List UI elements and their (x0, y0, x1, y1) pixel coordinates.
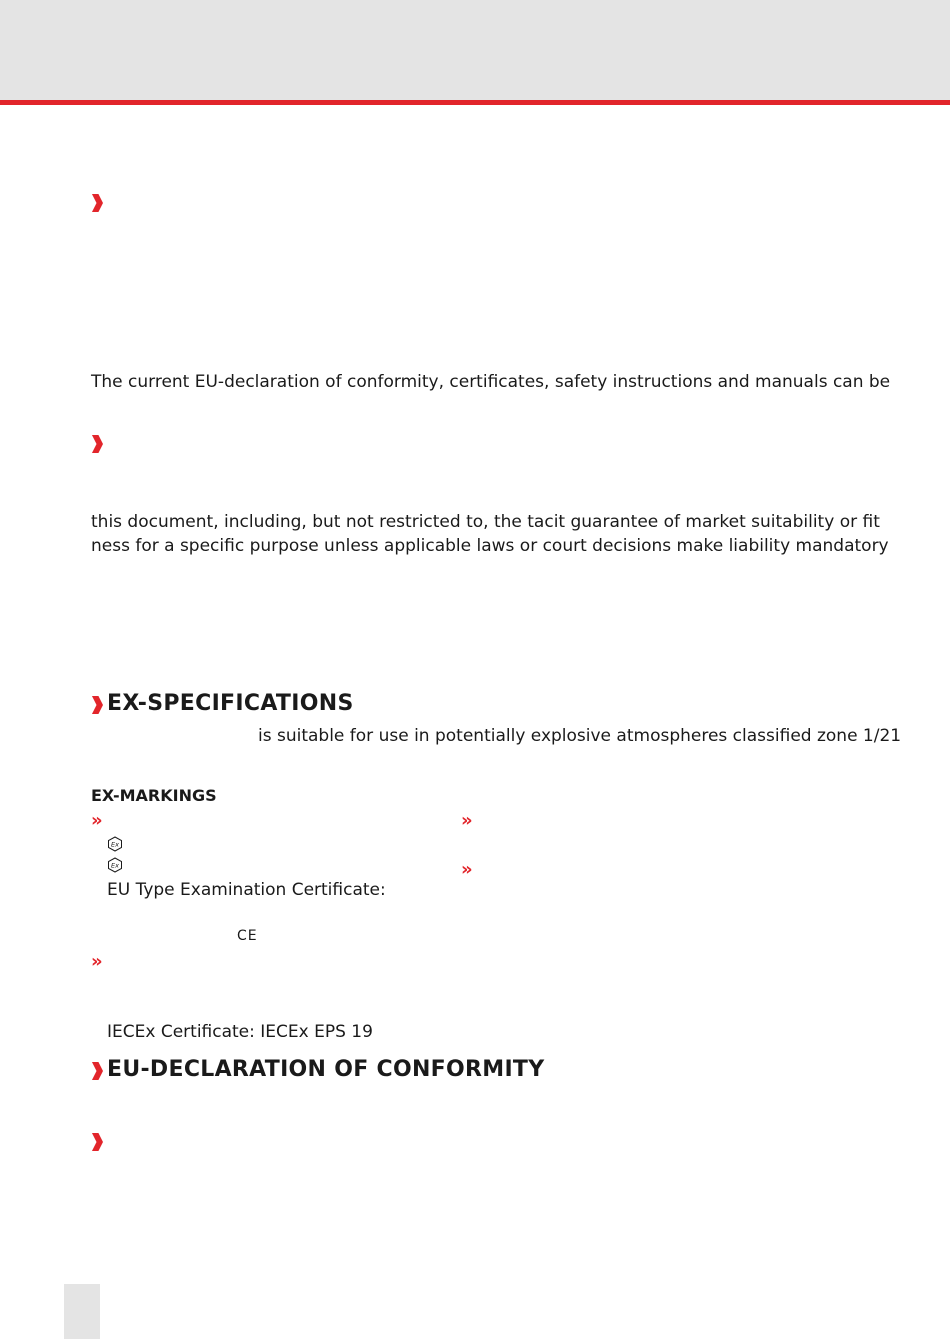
section-chevron-icon (91, 194, 103, 212)
header-accent-line (0, 100, 950, 105)
ex-hexagon-icon (107, 857, 123, 873)
section-chevron-icon (91, 435, 103, 453)
iecex-certificate-text: IECEx Certificate: IECEx EPS 19 (107, 1022, 373, 1042)
ex-markings-heading: EX-MARKINGS (91, 786, 217, 805)
liability-text-line-1: this document, including, but not restricted to, the tacit guarantee of market suitability or fit (91, 512, 880, 532)
list-bullet-icon: » (461, 810, 473, 831)
ex-specifications-heading: EX-SPECIFICATIONS (107, 691, 354, 716)
page-number-tab (64, 1284, 100, 1339)
liability-text-line-2: ness for a specific purpose unless applicable laws or court decisions make liability mandatory (91, 536, 889, 556)
svg-text:Ex: Ex (111, 840, 119, 849)
page-header-band (0, 0, 950, 100)
list-bullet-icon: » (91, 951, 103, 972)
list-bullet-icon: » (461, 859, 473, 880)
svg-text:Ex: Ex (111, 861, 119, 870)
eu-type-examination-certificate-label: EU Type Examination Certificate: (107, 880, 386, 900)
documents-availability-text: The current EU-declaration of conformity, certificates, safety instructions and manuals can be (91, 372, 891, 392)
ce-mark: CE (237, 928, 258, 944)
list-bullet-icon: » (91, 810, 103, 831)
ex-hexagon-icon (107, 836, 123, 852)
section-chevron-icon (91, 1062, 103, 1080)
section-chevron-icon (91, 696, 103, 714)
section-chevron-icon (91, 1133, 103, 1151)
eu-declaration-heading: EU-DECLARATION OF CONFORMITY (107, 1057, 545, 1082)
ex-suitability-text: is suitable for use in potentially explosive atmospheres classified zone 1/21 (258, 726, 902, 746)
